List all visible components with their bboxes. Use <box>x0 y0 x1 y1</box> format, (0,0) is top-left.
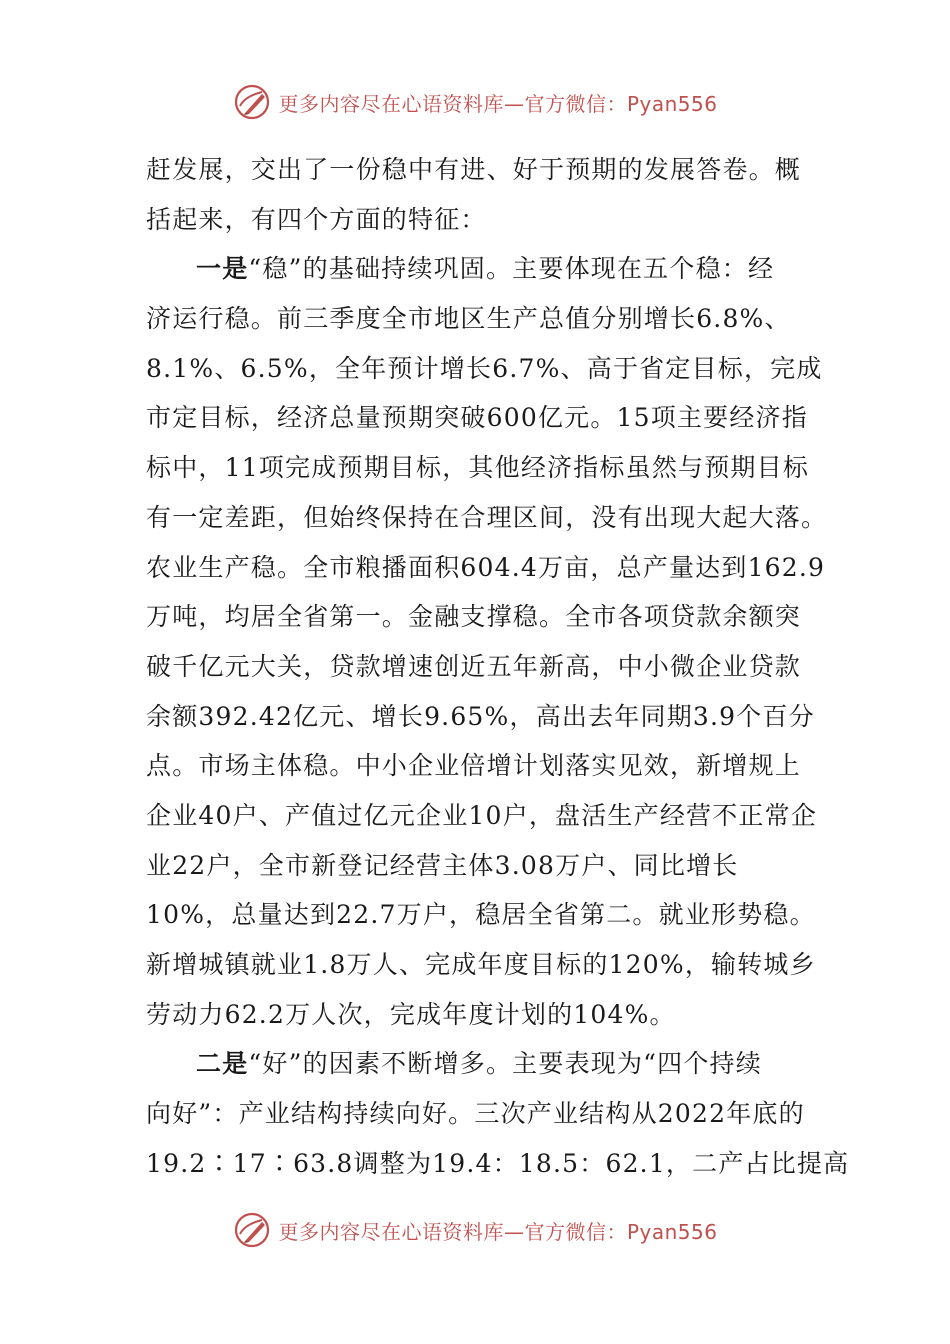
text-line: 括起来，有四个方面的特征： <box>146 204 487 234</box>
text-line: 余额392.42亿元、增长9.65%，高出去年同期3.9个百分 <box>146 701 815 731</box>
lead-text: “稳”的基础持续巩固。主要体现在五个稳：经 <box>248 254 775 284</box>
watermark-footer <box>0 1210 950 1250</box>
paragraph-good <box>146 1039 850 1188</box>
text-line: 点。市场主体稳。中小企业倍增计划落实见效，新增规上 <box>146 751 802 781</box>
paragraph-stable <box>146 244 828 1039</box>
text-line: 新增城镇就业1.8万人、完成年度目标的120%，输转城乡 <box>146 950 816 979</box>
text-line: 济运行稳。前三季度全市地区生产总值分别增长6.8%、 <box>146 304 791 334</box>
watermark-text: 更多内容尽在心语资料库—官方微信：Pyan556 <box>278 1219 718 1244</box>
pen-logo-icon <box>232 82 272 122</box>
text-line: 农业生产稳。全市粮播面积604.4万亩，总产量达到162.9 <box>146 552 826 582</box>
text-line: 19.2∶17∶63.8调整为19.4：18.5：62.1，二产占比提高 <box>146 1148 850 1178</box>
text-line: 劳动力62.2万人次，完成年度计划的104%。 <box>146 999 676 1029</box>
lead-label: 二是 <box>196 1049 249 1079</box>
lead-label: 一是 <box>196 254 249 284</box>
text-line: 8.1%、6.5%，全年预计增长6.7%、高于省定目标，完成 <box>146 353 823 383</box>
text-line: 向好”：产业结构持续向好。三次产业结构从2022年底的 <box>146 1099 805 1129</box>
document-body <box>146 145 850 1188</box>
text-line-lead <box>146 1039 806 1089</box>
text-line: 业22户，全市新登记经营主体3.08万户、同比增长 <box>146 850 739 880</box>
watermark-header <box>0 82 950 122</box>
text-line: 10%，总量达到22.7万户，稳居全省第二。就业形势稳。 <box>146 900 816 930</box>
text-line: 企业40户、产值过亿元企业10户，盘活生产经营不正常企 <box>146 800 818 830</box>
text-line: 破千亿元大关，贷款增速创近五年新高，中小微企业贷款 <box>146 651 802 681</box>
lead-text: “好”的因素不断增多。主要表现为“四个持续 <box>248 1049 762 1079</box>
text-line: 市定目标，经济总量预期突破600亿元。15项主要经济指 <box>146 403 808 433</box>
pen-logo-icon <box>232 1210 272 1250</box>
text-line: 万吨，均居全省第一。金融支撑稳。全市各项贷款余额突 <box>146 602 802 632</box>
text-line: 标中，11项完成预期目标，其他经济指标虽然与预期目标 <box>146 453 810 483</box>
text-line: 赶发展，交出了一份稳中有进、好于预期的发展答卷。概 <box>146 155 802 184</box>
watermark-text: 更多内容尽在心语资料库—官方微信：Pyan556 <box>278 91 718 116</box>
paragraph-intro <box>146 145 806 244</box>
text-line-lead <box>146 244 806 294</box>
text-line: 有一定差距，但始终保持在合理区间，没有出现大起大落。 <box>146 502 828 532</box>
